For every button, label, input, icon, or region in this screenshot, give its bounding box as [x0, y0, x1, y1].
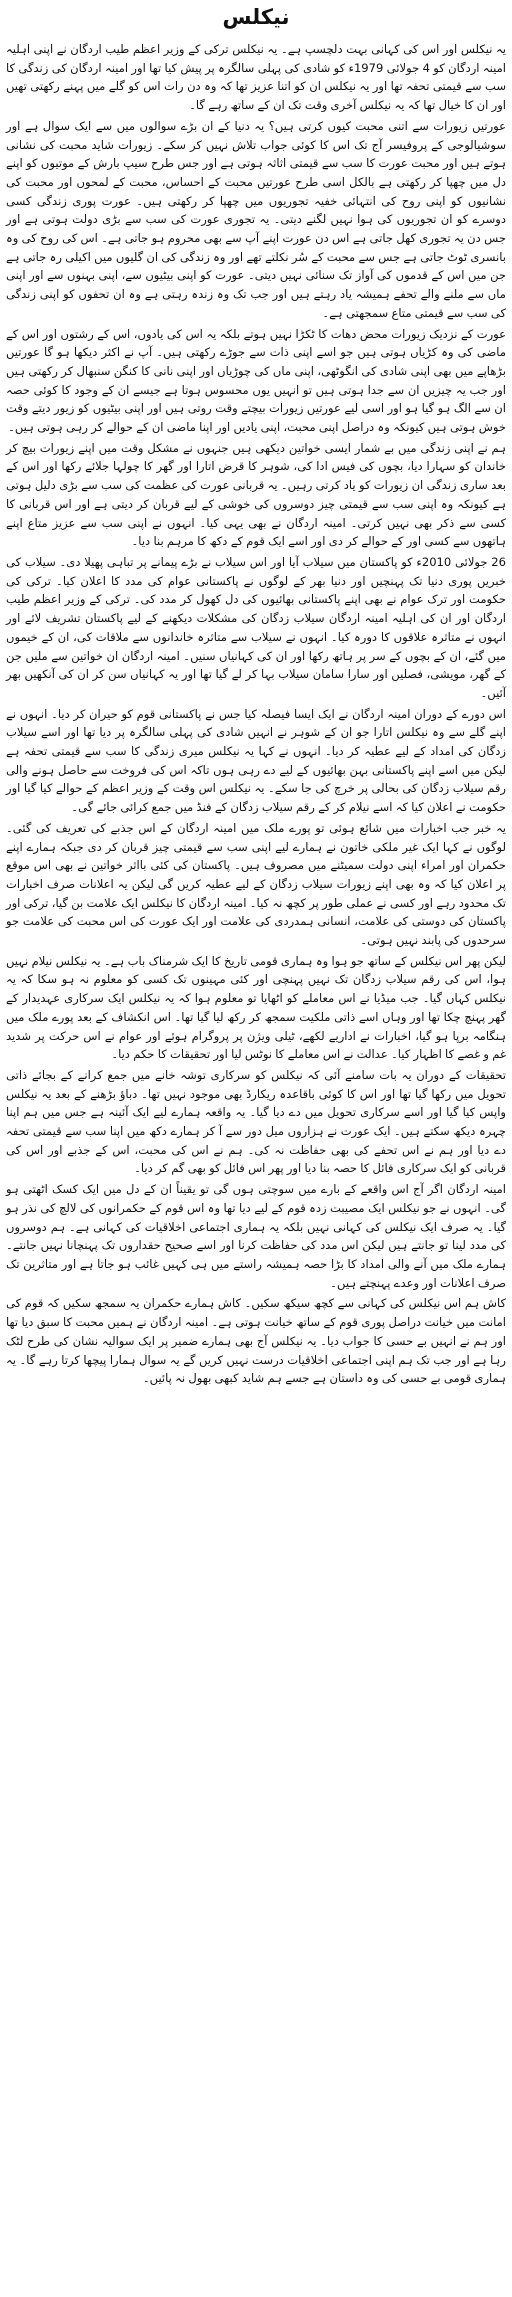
article-paragraph: یہ نیکلس اور اس کی کہانی بہت دلچسپ ہے۔ یہ نیکلس ترکی کے وزیر اعظم طیب اردگان نے اپنی اہلیہ امینہ اردگان کو 4 جولائی 1979ء کو شادی کی پہلی سالگرہ پر پیش کیا تھا اور امینہ اردگان کی زندگی کا سب سے قیمتی تحفہ تھا اور یہ نیکلس ان کو اتنا عزیز تھا کہ وہ دن رات اس کو گلے میں پہنے رکھتی تھیں اور ان کا خیال تھا کہ یہ نیکلس آخری وقت تک ان کے ساتھ رہے گا۔ [6, 42, 506, 113]
article-paragraph: اس دورے کے دوران امینہ اردگان نے ایک ایسا فیصلہ کیا جس نے پاکستانی قوم کو حیران کر دیا۔ انہوں نے اپنے گلے سے وہ نیکلس اتارا جو ان کے شوہر نے انہیں شادی کی پہلی سالگرہ پر دیا تھا اور اسے سیلاب زدگان کی امداد کے لیے عطیہ کر دیا۔ انہوں نے کہا یہ نیکلس میری زندگی کا سب سے قیمتی تحفہ ہے لیکن میں اسے اپنے پاکستانی بہن بھائیوں کے لیے دے رہی ہوں تاکہ اس کی فروخت سے حاصل ہونے والی رقم سیلاب زدگان کی بحالی پر خرچ کی جا سکے۔ یہ نیکلس اس وقت کے وزیر اعظم کے حوالے کیا گیا اور حکومت نے اعلان کیا کہ اسے نیلام کر کے رقم سیلاب زدگان کے فنڈ میں جمع کرائی جائے گی۔ [6, 706, 506, 815]
article-paragraph: امینہ اردگان اگر آج اس واقعے کے بارے میں سوچتی ہوں گی تو یقیناً ان کے دل میں ایک کسک اٹھتی ہو گی۔ انہوں نے جو نیکلس ایک مصیبت زدہ قوم کے لیے دیا تھا وہ اس قوم کے حکمرانوں کی لالچ کی نذر ہو گیا۔ یہ صرف ایک نیکلس کی کہانی نہیں بلکہ یہ ہماری اجتماعی اخلاقیات کی کہانی ہے۔ ہم دوسروں کی مدد لینا تو جانتے ہیں لیکن اس مدد کی حفاظت کرنا اور اسے صحیح حقداروں تک پہنچانا نہیں جانتے۔ ہمارے ملک میں آنے والی امداد کا بڑا حصہ ہمیشہ راستے میں ہی کہیں غائب ہو جاتا ہے اور متاثرین تک صرف اعلانات اور وعدے پہنچتے ہیں۔ [6, 1182, 506, 1290]
article-paragraph: کاش ہم اس نیکلس کی کہانی سے کچھ سیکھ سکیں۔ کاش ہمارے حکمران یہ سمجھ سکیں کہ قوم کی امانت میں خیانت دراصل پوری قوم کے ساتھ خیانت ہوتی ہے۔ امینہ اردگان نے ہمیں محبت کا سبق دیا تھا اور ہم نے انہیں بے حسی کا جواب دیا۔ یہ نیکلس آج بھی ہمارے ضمیر پر ایک سوالیہ نشان کی طرح لٹک رہا ہے اور جب تک ہم اپنی اجتماعی اخلاقیات درست نہیں کریں گے یہ سوال ہمارا پیچھا کرتا رہے گا۔ یہ ہماری قومی بے حسی کی وہ داستان ہے جسے ہم شاید کبھی بھول نہ پائیں۔ [6, 1296, 506, 1386]
article-body [6, 40, 506, 1388]
article-paragraph: ہم نے اپنی زندگی میں بے شمار ایسی خواتین دیکھی ہیں جنہوں نے مشکل وقت میں اپنے زیورات بیچ کر خاندان کو سہارا دیا، بچوں کی فیس ادا کی، شوہر کا قرض اتارا اور گھر کا چولہا جلائے رکھا اور اس کے بعد ساری زندگی ان زیورات کو یاد کرتی رہیں۔ یہ قربانی عورت کی عظمت کی سب سے بڑی دلیل ہوتی ہے کیونکہ وہ اپنی سب سے قیمتی چیز دوسروں کی خوشی کے لیے قربان کر دیتی ہے اور اس قربانی کا کسی سے ذکر بھی نہیں کرتی۔ امینہ اردگان نے بھی یہی کیا۔ انہوں نے اپنی سب سے عزیز متاع اپنے ہاتھوں سے کسی اور کے حوالے کر دی اور اسے ایک قوم کے دکھ کا مرہم بنا دیا۔ [6, 440, 506, 549]
article-paragraph: عورتیں زیورات سے اتنی محبت کیوں کرتی ہیں؟ یہ دنیا کے ان بڑے سوالوں میں سے ایک سوال ہے اور سوشیالوجی کے پروفیسر آج تک اس کا کوئی جواب تلاش نہیں کر سکے۔ زیورات شاید محبت کی نشانی ہوتے ہیں اور محبت عورت کا سب سے قیمتی اثاثہ ہوتی ہے اور جس طرح سیپ بارش کے موتیوں کو اپنے دل میں چھپا کر رکھتی ہے بالکل اسی طرح عورتیں محبت کے احساس، محبت کے لمحوں اور محبت کی نشانیوں کو اپنی روح کی انتہائی خفیہ تجوریوں میں چھپا کر رکھتی ہیں۔ عورت پوری زندگی کسی دوسرے کو ان تجوریوں کی ہوا نہیں لگنے دیتی۔ یہ تجوری عورت کی سب سے بڑی دولت ہوتی ہے اور جس دن یہ تجوری کھل جاتی ہے اس دن عورت اپنے آپ سے بھی محروم ہو جاتی ہے۔ اس کی روح کی وہ بانسری ٹوٹ جاتی ہے جس سے محبت کے سُر نکلتے تھے اور وہ زندگی کی ان گلیوں میں اکیلی رہ جاتی ہے جن میں اس کے قدموں کی آواز تک سنائی نہیں دیتی۔ عورت کو اپنی بیٹیوں سے، اپنی بہنوں سے اور اپنی ماں سے ملنے والے تحفے ہمیشہ یاد رہتے ہیں اور جب تک وہ زندہ رہتی ہے وہ ان تحفوں کو اپنی زندگی کی سب سے قیمتی متاع سمجھتی ہے۔ [6, 118, 506, 320]
article-title: نیکلس [222, 5, 290, 29]
article-paragraph: تحقیقات کے دوران یہ بات سامنے آئی کہ نیکلس کو سرکاری توشہ خانے میں جمع کرانے کے بجائے ذاتی تحویل میں رکھا گیا تھا اور اس کا کوئی باقاعدہ ریکارڈ بھی موجود نہیں تھا۔ دباؤ بڑھنے کے بعد یہ نیکلس واپس کیا گیا اور اسے سرکاری تحویل میں دے دیا گیا۔ یہ واقعہ ہمارے لیے ایک آئینہ ہے جس میں ہم اپنا چہرہ دیکھ سکتے ہیں۔ ایک عورت نے ہزاروں میل دور سے آ کر ہمارے دکھ میں اپنا سب سے قیمتی تحفہ دے دیا اور ہم نے اس تحفے کی بھی حفاظت نہ کی۔ ہم نے اس کی محبت، اس کے جذبے اور اس کی قربانی کو ایک سرکاری فائل کا حصہ بنا دیا اور پھر اس فائل کو بھی گم کر دیا۔ [6, 1067, 506, 1176]
article-paragraph: لیکن پھر اس نیکلس کے ساتھ جو ہوا وہ ہماری قومی تاریخ کا ایک شرمناک باب ہے۔ یہ نیکلس نیلام نہیں ہوا، اس کی رقم سیلاب زدگان تک نہیں پہنچی اور کئی مہینوں تک کسی کو معلوم نہ ہو سکا کہ یہ نیکلس کہاں گیا۔ جب میڈیا نے اس معاملے کو اٹھایا تو معلوم ہوا کہ یہ نیکلس ایک سرکاری عہدیدار کے گھر پہنچ چکا تھا اور وہاں اسے ذاتی ملکیت سمجھ کر رکھ لیا گیا تھا۔ اس انکشاف کے بعد پورے ملک میں ہنگامہ برپا ہو گیا، اخبارات نے اداریے لکھے، ٹیلی ویژن پر پروگرام ہوئے اور عوام نے اس حرکت پر شدید غم و غصے کا اظہار کیا۔ عدالت نے اس معاملے کا نوٹس لیا اور تحقیقات کا حکم دیا۔ [6, 953, 506, 1062]
article-paragraph: 26 جولائی 2010ء کو پاکستان میں سیلاب آیا اور اس سیلاب نے بڑے پیمانے پر تباہی پھیلا دی۔ سیلاب کی خبریں پوری دنیا تک پہنچیں اور دنیا بھر کے لوگوں نے پاکستانی عوام کی مدد کا اعلان کیا۔ ترکی کی حکومت اور ترک عوام نے بھی اپنے پاکستانی بھائیوں کی دل کھول کر مدد کی۔ ترکی کے وزیر اعظم طیب اردگان اور ان کی اہلیہ امینہ اردگان سیلاب زدگان کی مشکلات دیکھنے کے لیے پاکستان تشریف لائے اور انہوں نے متاثرہ علاقوں کا دورہ کیا۔ انہوں نے سیلاب سے متاثرہ خاندانوں سے ملاقات کی، ان کے خیموں میں گئے، ان کے بچوں کے سر پر ہاتھ رکھا اور ان کی کہانیاں سنیں۔ امینہ اردگان ان خواتین سے ملیں جن کے گھر، مویشی، فصلیں اور سارا سامان سیلاب بہا کر لے گیا تھا اور یہ کہانیاں سن کر ان کی آنکھیں بھر آئیں۔ [6, 554, 506, 700]
article-paragraph: یہ خبر جب اخبارات میں شائع ہوئی تو پورے ملک میں امینہ اردگان کے اس جذبے کی تعریف کی گئی۔ لوگوں نے کہا ایک غیر ملکی خاتون نے ہمارے لیے اپنی سب سے قیمتی چیز قربان کر دی جبکہ ہمارے اپنے حکمران اور امراء اپنی دولت سمیٹنے میں مصروف ہیں۔ پاکستان کی کئی بااثر خواتین نے بھی اس موقع پر اعلان کیا کہ وہ بھی اپنے زیورات سیلاب زدگان کے لیے عطیہ کریں گی لیکن یہ اعلانات صرف اخبارات تک محدود رہے اور کسی نے عملی طور پر کچھ نہ کیا۔ امینہ اردگان کا نیکلس ایک علامت بن گیا، ترکی اور پاکستان کی دوستی کی علامت، انسانی ہمدردی کی علامت اور ایک عورت کی اس محبت کی علامت جو سرحدوں کی پابند نہیں ہوتی۔ [6, 820, 506, 948]
article-paragraph: عورت کے نزدیک زیورات محض دھات کا ٹکڑا نہیں ہوتے بلکہ یہ اس کی یادوں، اس کے رشتوں اور اس کے ماضی کی وہ کڑیاں ہوتی ہیں جو اسے اپنی ذات سے جوڑے رکھتی ہیں۔ آپ نے اکثر دیکھا ہو گا عورتیں بڑھاپے میں بھی اپنی شادی کی انگوٹھی، اپنی ماں کی چوڑیاں اور اپنی نانی کا کنگن سنبھال کر رکھتی ہیں اور جب یہ چیزیں ان سے جدا ہوتی ہیں تو انہیں یوں محسوس ہوتا ہے جیسے ان کے وجود کا کوئی حصہ ان سے الگ ہو گیا ہو اور اسی لیے عورتیں زیورات بیچتے وقت روتی ہیں اور اپنی بیٹیوں کو زیور دیتے وقت خوش ہوتی ہیں کیونکہ وہ دراصل اپنی محبت، اپنی یادیں اور اپنا ماضی ان کے حوالے کر رہی ہوتی ہیں۔ [6, 326, 506, 435]
